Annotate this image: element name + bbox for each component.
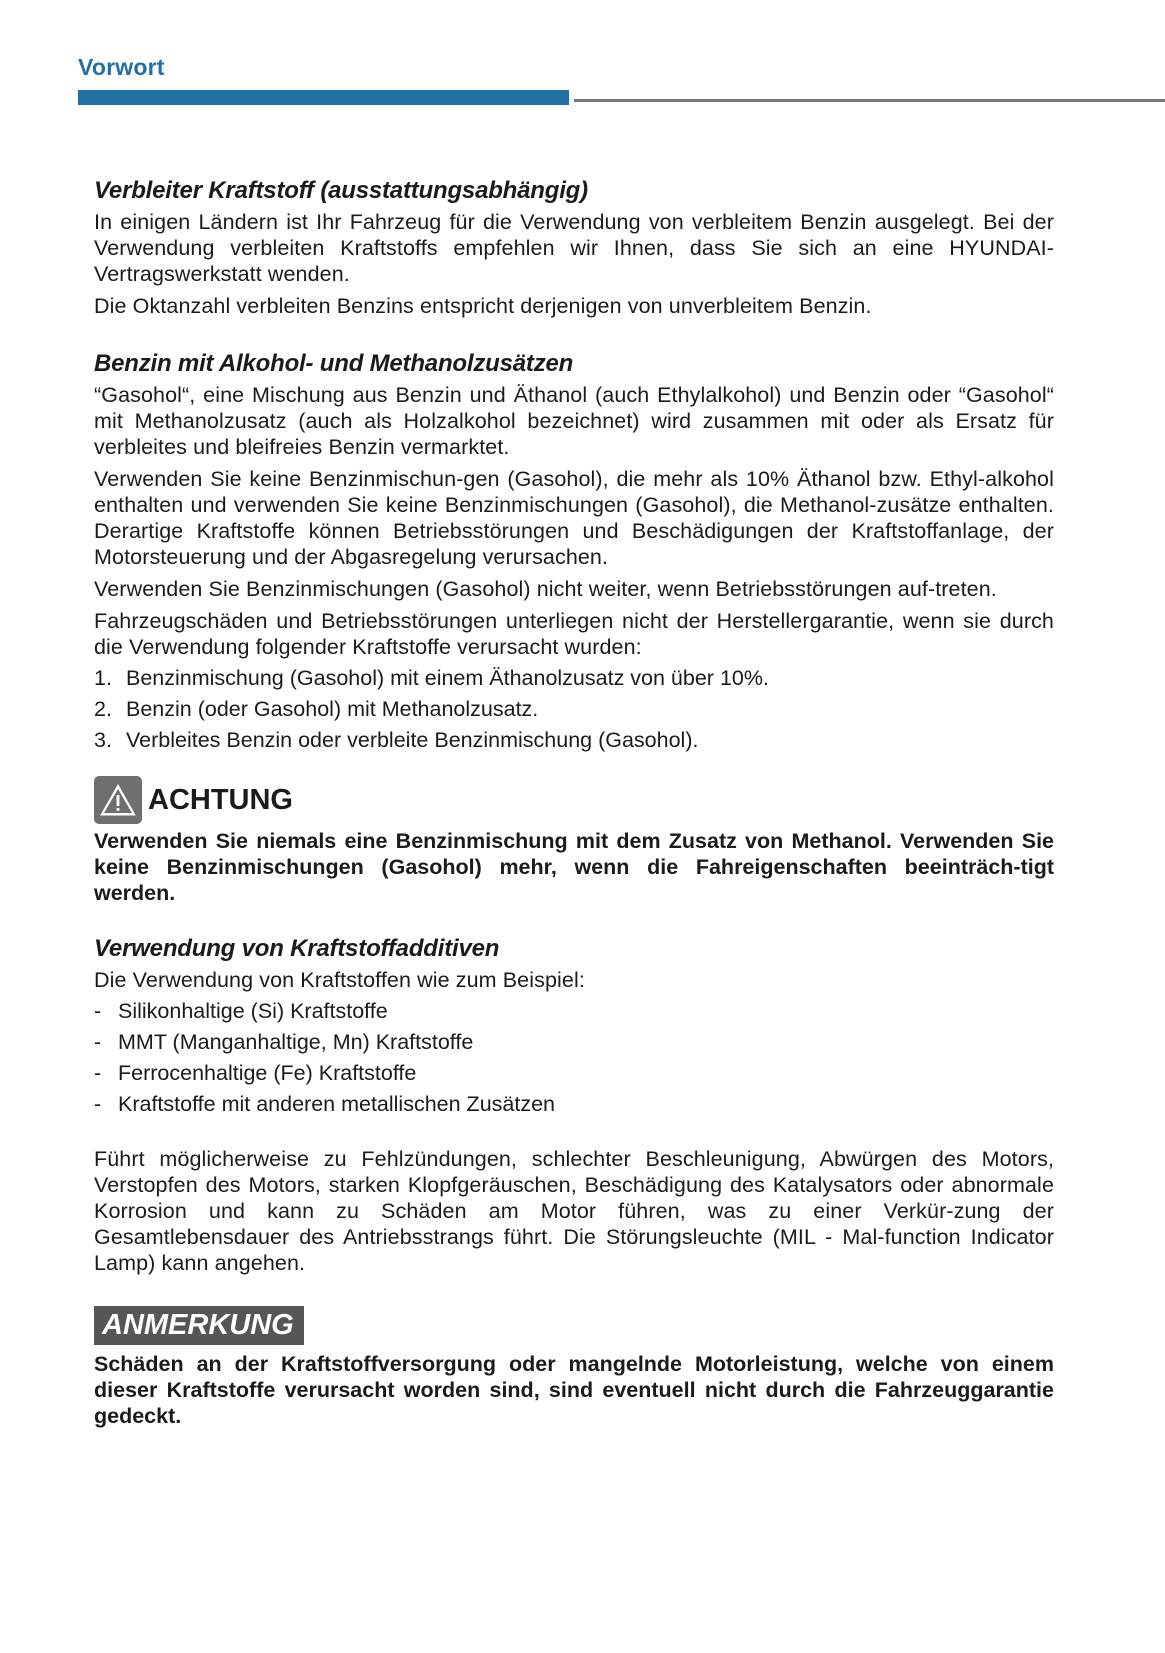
list-item: 3. Verbleites Benzin oder verbleite Benzinmischung (Gasohol). [94,728,699,752]
heading-leaded-fuel: Verbleiter Kraftstoff (ausstattungsabhängig) [94,177,588,204]
header-rule [574,99,1165,102]
list-item: - Silikonhaltige (Si) Kraftstoffe [94,999,388,1023]
note-header [94,1306,1054,1345]
paragraph: Verwenden Sie Benzinmischungen (Gasohol) nicht weiter, wenn Betriebsstörungen auf-treten. [94,577,997,601]
heading-alcohol-methanol: Benzin mit Alkohol- und Methanolzusätzen [94,350,574,377]
warning-text: Verwenden Sie niemals eine Benzinmischung mit dem Zusatz von Methanol. Verwenden Sie keine Benzinmischungen (Gasohol) mehr, wenn die Fahreigenschaften beeinträch-tigt werden. [94,829,1054,905]
warning-header [94,776,1054,824]
paragraph: “Gasohol“, eine Mischung aus Benzin und Äthanol (auch Ethylalkohol) und Benzin oder “Gasohol“ mit Methanolzusatz (auch als Holzalkohol bezeichnet) wird zusammen mit oder als Ersatz für verbleites und bleifreies Benzin vermarktet. [94,383,1054,459]
list-item: - Kraftstoffe mit anderen metallischen Zusätzen [94,1092,555,1116]
additives-list [94,996,1054,1120]
list-item: 1. Benzinmischung (Gasohol) mit einem Äthanolzusatz von über 10%. [94,666,769,690]
section-title: Vorwort [78,54,165,80]
page-content [94,176,1054,1429]
heading-fuel-additives: Verwendung von Kraftstoffadditiven [94,935,500,962]
paragraph: Die Verwendung von Kraftstoffen wie zum Beispiel: [94,968,585,992]
list-item: - Ferrocenhaltige (Fe) Kraftstoffe [94,1061,417,1085]
warning-title: ACHTUNG [148,783,293,816]
warning-triangle-icon [94,776,142,824]
section-accent-bar [78,90,569,105]
paragraph: Die Oktanzahl verbleiten Benzins entspricht derjenigen von unverbleitem Benzin. [94,294,872,318]
paragraph: Führt möglicherweise zu Fehlzündungen, schlechter Beschleunigung, Abwürgen des Motors, Verstopfen des Motors, starken Klopfgeräuschen, Beschädigung des Katalysators oder abnormale Korrosion und kann zu Schäden am Motor führen, was zu einer Verkür-zung der Gesamtlebensdauer des Antriebsstrangs führt. Die Störungsleuchte (MIL - Mal-function Indicator Lamp) kann angehen. [94,1147,1054,1275]
numbered-list [94,663,1054,756]
list-item: 2. Benzin (oder Gasohol) mit Methanolzusatz. [94,697,539,721]
paragraph: In einigen Ländern ist Ihr Fahrzeug für die Verwendung von verbleitem Benzin ausgelegt. Bei der Verwendung verbleiten Kraftstoffs empfehlen wir Ihnen, dass Sie sich an eine HYUNDAI-Vertragswerkstatt wenden. [94,210,1054,286]
list-item: - MMT (Manganhaltige, Mn) Kraftstoffe [94,1030,474,1054]
paragraph: Verwenden Sie keine Benzinmischun-gen (Gasohol), die mehr als 10% Äthanol bzw. Ethyl-alkohol enthalten und verwenden Sie keine Benzinmischungen (Gasohol), die Methanol-zusätze enthalten. Derartige Kraftstoffe können Betriebsstörungen und Beschädigungen der Kraftstoffanlage, der Motorsteuerung und der Abgasregelung verursachen. [94,467,1054,569]
paragraph: Fahrzeugschäden und Betriebsstörungen unterliegen nicht der Herstellergarantie, wenn sie durch die Verwendung folgender Kraftstoffe verursacht wurden: [94,609,1054,659]
note-text: Schäden an der Kraftstoffversorgung oder mangelnde Motorleistung, welche von einem dieser Kraftstoffe verursacht worden sind, sind eventuell nicht durch die Fahrzeuggarantie gedeckt. [94,1352,1054,1428]
note-label: ANMERKUNG [94,1306,304,1345]
